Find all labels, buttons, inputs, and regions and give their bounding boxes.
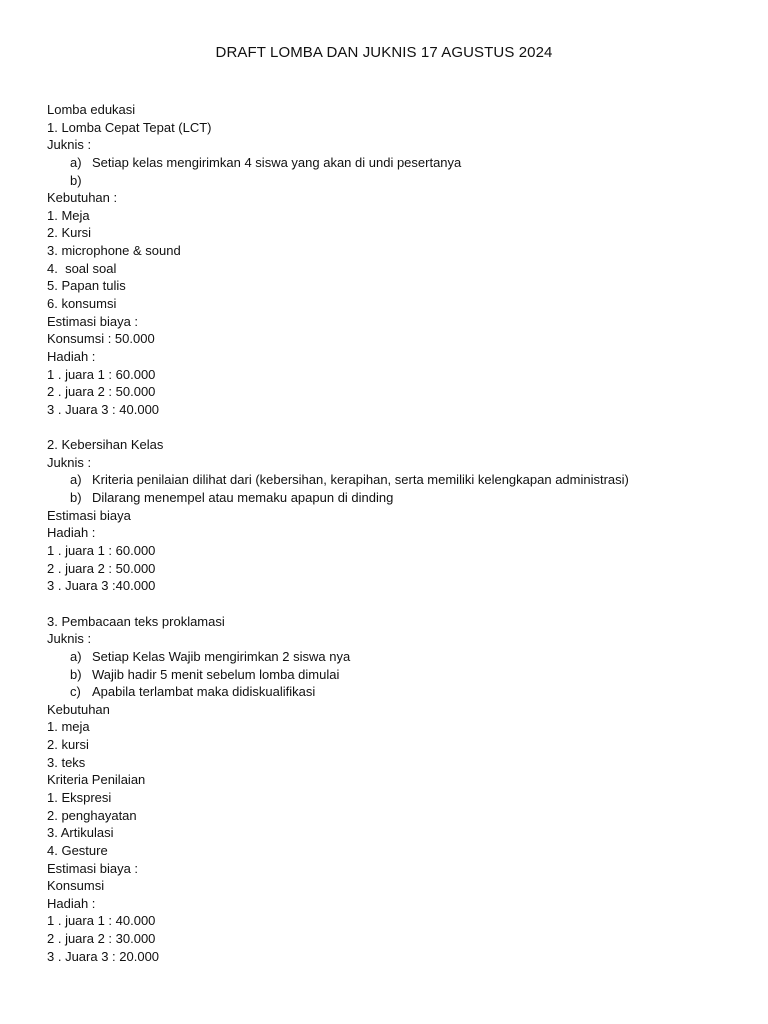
list-item xyxy=(47,172,727,190)
text-line: 5. Papan tulis xyxy=(47,278,126,294)
list-item-text: Setiap Kelas Wajib mengirimkan 2 siswa nya xyxy=(92,648,351,664)
text-line: 6. konsumsi xyxy=(47,296,117,312)
blank-line xyxy=(47,419,727,437)
text-line: 3 . Juara 3 : 40.000 xyxy=(47,401,160,417)
list-marker: b) xyxy=(70,172,82,188)
text-line: 3. Pembacaan teks proklamasi xyxy=(47,613,225,629)
text-line: Hadiah : xyxy=(47,525,96,541)
text-line: Juknis : xyxy=(47,137,92,153)
list-item-text: Setiap kelas mengirimkan 4 siswa yang akan di undi pesertanya xyxy=(92,154,462,170)
text-line: 1. meja xyxy=(47,719,90,735)
list-item xyxy=(47,154,727,172)
list-marker: a) xyxy=(70,472,82,488)
text-line: 2 . juara 2 : 50.000 xyxy=(47,560,156,576)
document-title: DRAFT LOMBA DAN JUKNIS 17 AGUSTUS 2024 xyxy=(215,44,553,61)
text-line: Konsumsi : 50.000 xyxy=(47,331,155,347)
list-item xyxy=(47,489,727,507)
text-line: 2. penghayatan xyxy=(47,807,137,823)
list-marker: b) xyxy=(70,490,82,506)
text-line: 3. microphone & sound xyxy=(47,243,181,259)
text-line: 4. soal soal xyxy=(47,260,117,276)
list-item-text: Dilarang menempel atau memaku apapun di dinding xyxy=(92,490,394,506)
text-line: 1 . juara 1 : 60.000 xyxy=(47,366,156,382)
text-line: Estimasi biaya xyxy=(47,507,131,523)
list-marker: a) xyxy=(70,648,82,664)
text-line: 1. Lomba Cepat Tepat (LCT) xyxy=(47,119,212,135)
text-line: 2. Kursi xyxy=(47,225,92,241)
text-line: 3. Artikulasi xyxy=(47,825,114,841)
list-item xyxy=(47,648,727,666)
text-line: 3 . Juara 3 : 20.000 xyxy=(47,948,160,964)
text-line: Kebutuhan : xyxy=(47,190,118,206)
list-item-text: Kriteria penilaian dilihat dari (kebersihan, kerapihan, serta memiliki kelengkapan administrasi) xyxy=(92,472,629,488)
list-marker: b) xyxy=(70,666,82,682)
document-body xyxy=(47,101,727,965)
text-line: Juknis : xyxy=(47,631,92,647)
list-item-text: Apabila terlambat maka didiskualifikasi xyxy=(92,684,316,700)
text-line: 1. Meja xyxy=(47,207,90,223)
text-line: Hadiah : xyxy=(47,348,96,364)
text-line: 3. teks xyxy=(47,754,86,770)
text-line: 1. Ekspresi xyxy=(47,789,112,805)
text-line: 2 . juara 2 : 50.000 xyxy=(47,384,156,400)
text-line: 2 . juara 2 : 30.000 xyxy=(47,931,156,947)
text-line: Estimasi biaya : xyxy=(47,860,139,876)
text-line: 3 . Juara 3 :40.000 xyxy=(47,578,156,594)
text-line: 1 . juara 1 : 60.000 xyxy=(47,543,156,559)
text-line: Lomba edukasi xyxy=(47,102,136,117)
text-line: 4. Gesture xyxy=(47,842,108,858)
list-marker: c) xyxy=(70,684,81,700)
list-item xyxy=(47,666,727,684)
text-line: Kebutuhan xyxy=(47,701,110,717)
text-line: Juknis : xyxy=(47,454,92,470)
list-item xyxy=(47,683,727,701)
text-line: 1 . juara 1 : 40.000 xyxy=(47,913,156,929)
text-line: Hadiah : xyxy=(47,895,96,911)
text-line: Konsumsi xyxy=(47,878,105,894)
text-line: 2. kursi xyxy=(47,737,89,753)
text-line: Estimasi biaya : xyxy=(47,313,139,329)
text-line: 2. Kebersihan Kelas xyxy=(47,437,164,453)
text-line: Kriteria Penilaian xyxy=(47,772,146,788)
list-marker: a) xyxy=(70,154,82,170)
blank-line xyxy=(47,595,727,613)
list-item xyxy=(47,471,727,489)
list-item-text: Wajib hadir 5 menit sebelum lomba dimulai xyxy=(92,666,340,682)
